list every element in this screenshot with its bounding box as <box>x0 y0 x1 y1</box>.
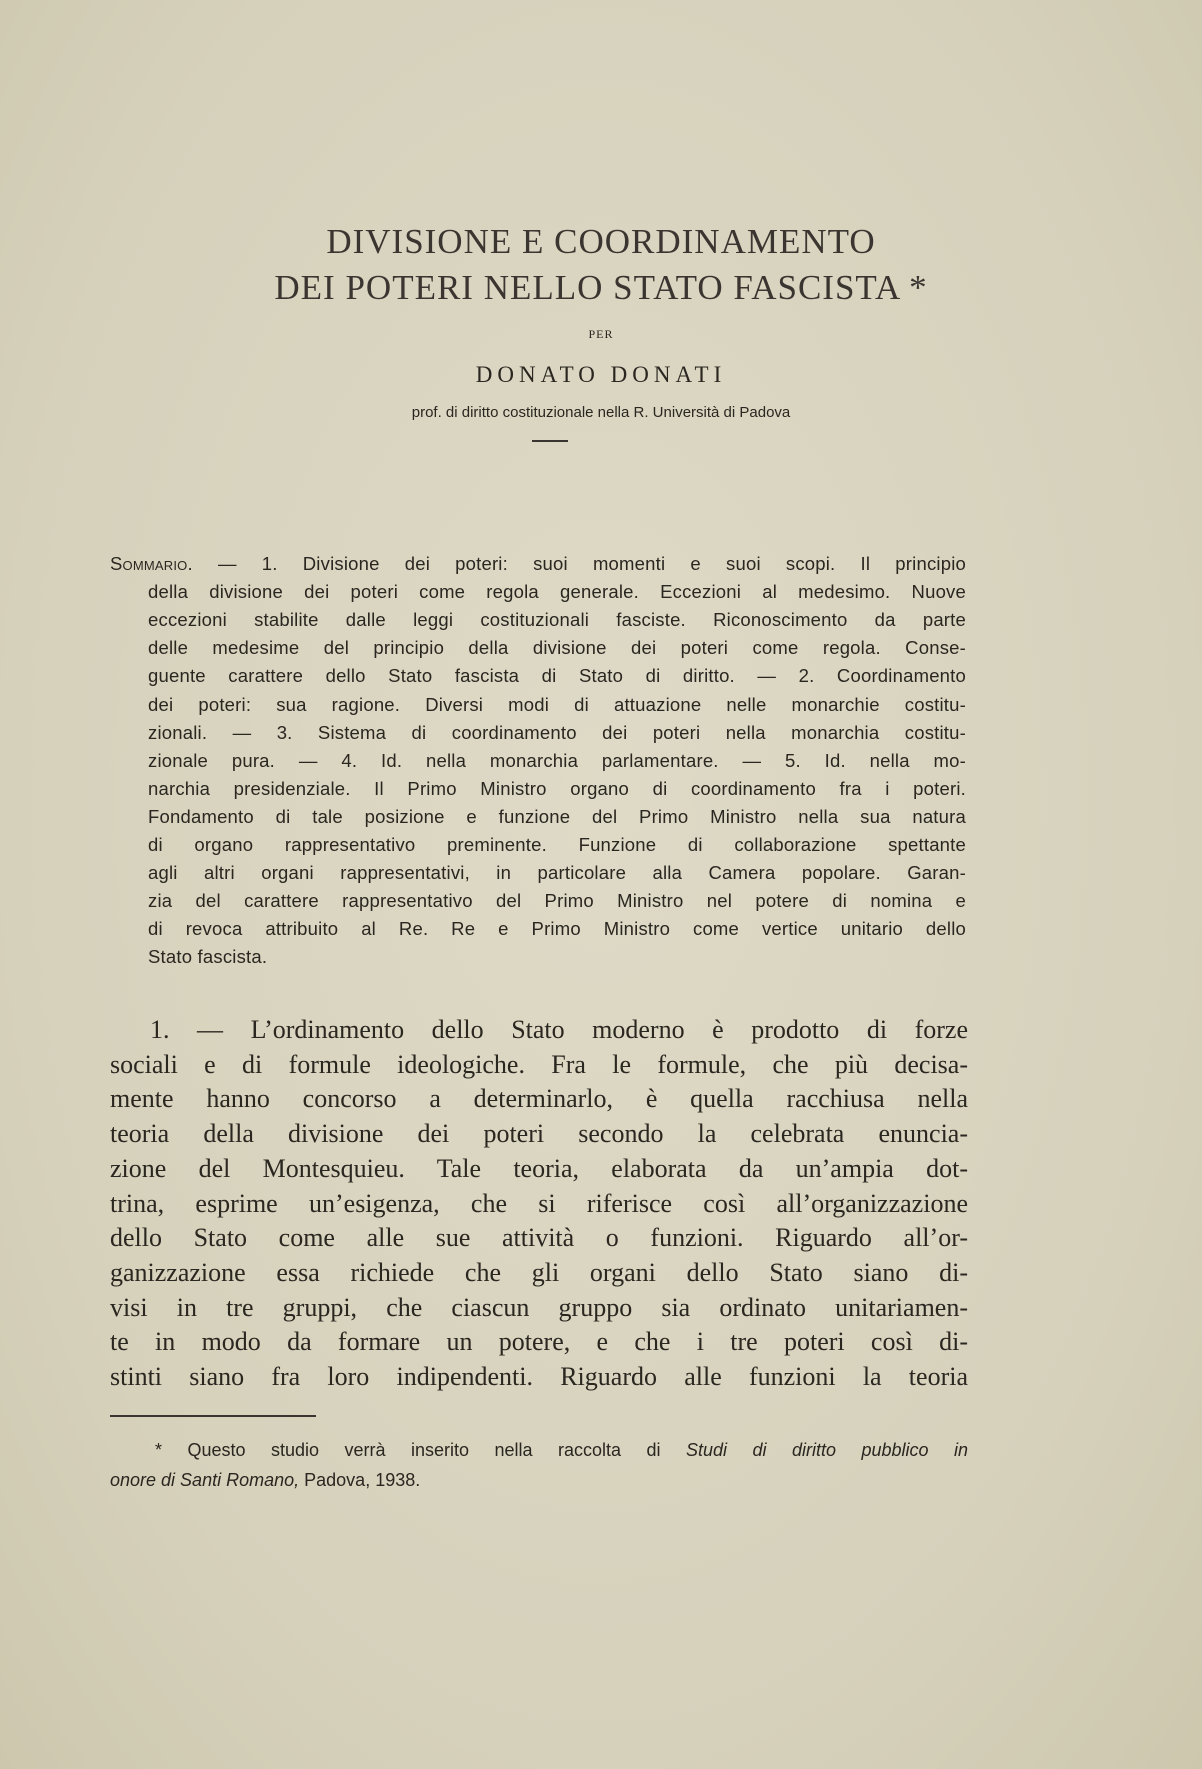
summary-text: dei poteri: sua ragione. Diversi modi di attuazione nelle monarchie costitu- <box>148 693 966 715</box>
body-line: mente hanno concorso a determinarlo, è quella racchiusa nella <box>110 1084 968 1114</box>
summary-line <box>148 609 966 631</box>
footnote-line <box>110 1470 968 1491</box>
summary-line <box>148 694 966 716</box>
summary-line <box>148 862 966 884</box>
summary-line <box>148 637 966 659</box>
summary-text: delle medesime del principio della divisione dei poteri come regola. Conse- <box>148 637 966 659</box>
footnote-divider <box>110 1415 316 1417</box>
footnote-text: Padova, 1938. <box>304 1470 421 1490</box>
body-line: 1. — L’ordinamento dello Stato moderno è prodotto di forze <box>150 1015 968 1044</box>
author-name: DONATO DONATI <box>475 362 727 387</box>
body-line: stinti siano fra loro indipendenti. Riguardo alle funzioni la teoria <box>110 1362 968 1391</box>
summary-text: di revoca attribuito al Re. Re e Primo Ministro come vertice unitario dello <box>148 918 966 940</box>
summary-text: guente carattere dello Stato fascista di Stato di diritto. — 2. Coordinamento <box>148 665 966 687</box>
summary-text: zia del carattere rappresentativo del Primo Ministro nel potere di nomina e <box>148 890 966 912</box>
title-line-2: DEI POTERI NELLO STATO FASCISTA * <box>274 268 928 307</box>
per-label: PER <box>588 327 614 341</box>
footnote-line <box>155 1440 968 1461</box>
summary-line <box>148 834 966 856</box>
body-line: trina, esprime un’esigenza, che si riferisce così all’organizzazione <box>110 1188 968 1218</box>
summary-text: di organo rappresentativo preminente. Funzione di collaborazione spettante <box>148 834 966 855</box>
summary-text: della divisione dei poteri come regola generale. Eccezioni al medesimo. Nuove <box>148 581 966 603</box>
body-line: zione del Montesquieu. Tale teoria, elaborata da un’ampia dot- <box>110 1153 968 1183</box>
summary-line <box>110 553 966 575</box>
body-line: dello Stato come alle sue attività o funzioni. Riguardo all’or- <box>110 1223 968 1253</box>
footnote-italic: onore di Santi Romano, <box>110 1470 300 1490</box>
summary-text: eccezioni stabilite dalle leggi costituzionali fasciste. Riconoscimento da parte <box>148 609 966 631</box>
summary-line <box>148 946 966 968</box>
summary-line <box>148 918 966 940</box>
author-affiliation: prof. di diritto costituzionale nella R. Università di Padova <box>411 404 791 421</box>
summary-text: zionale pura. — 4. Id. nella monarchia parlamentare. — 5. Id. nella mo- <box>148 749 966 771</box>
summary-line <box>148 890 966 912</box>
summary-text: Stato fascista. <box>148 946 268 968</box>
summary-label: Sommario. <box>110 553 193 574</box>
body-line: sociali e di formule ideologiche. Fra le formule, che più decisa- <box>110 1049 968 1079</box>
summary-line <box>148 806 966 828</box>
footnote-italic: Studi di diritto pubblico in <box>685 1440 968 1460</box>
summary-text: narchia presidenziale. Il Primo Ministro organo di coordinamento fra i poteri. <box>148 777 966 799</box>
title-line-1: DIVISIONE E COORDINAMENTO <box>326 222 876 261</box>
summary-text: zionali. — 3. Sistema di coordinamento dei poteri nella monarchia costitu- <box>148 721 966 743</box>
summary-text: Fondamento di tale posizione e funzione del Primo Ministro nella sua natura <box>148 805 966 827</box>
summary-line <box>148 581 966 603</box>
summary-text: agli altri organi rappresentativi, in particolare alla Camera popolare. Garan- <box>148 862 966 884</box>
summary-line <box>148 750 966 772</box>
title-divider <box>532 440 568 442</box>
summary-line <box>148 722 966 744</box>
body-line: teoria della divisione dei poteri secondo la celebrata enuncia- <box>110 1119 968 1149</box>
body-line: ganizzazione essa richiede che gli organi dello Stato siano di- <box>110 1257 968 1287</box>
summary-line <box>148 778 966 800</box>
body-line: visi in tre gruppi, che ciascun gruppo sia ordinato unitariamen- <box>110 1292 968 1322</box>
footnote-text: * Questo studio verrà inserito nella raccolta di <box>155 1440 661 1460</box>
body-line: te in modo da formare un potere, e che i tre poteri così di- <box>110 1327 968 1357</box>
summary-line <box>148 665 966 687</box>
summary-text: — 1. Divisione dei poteri: suoi momenti e suoi scopi. Il principio <box>217 553 966 574</box>
